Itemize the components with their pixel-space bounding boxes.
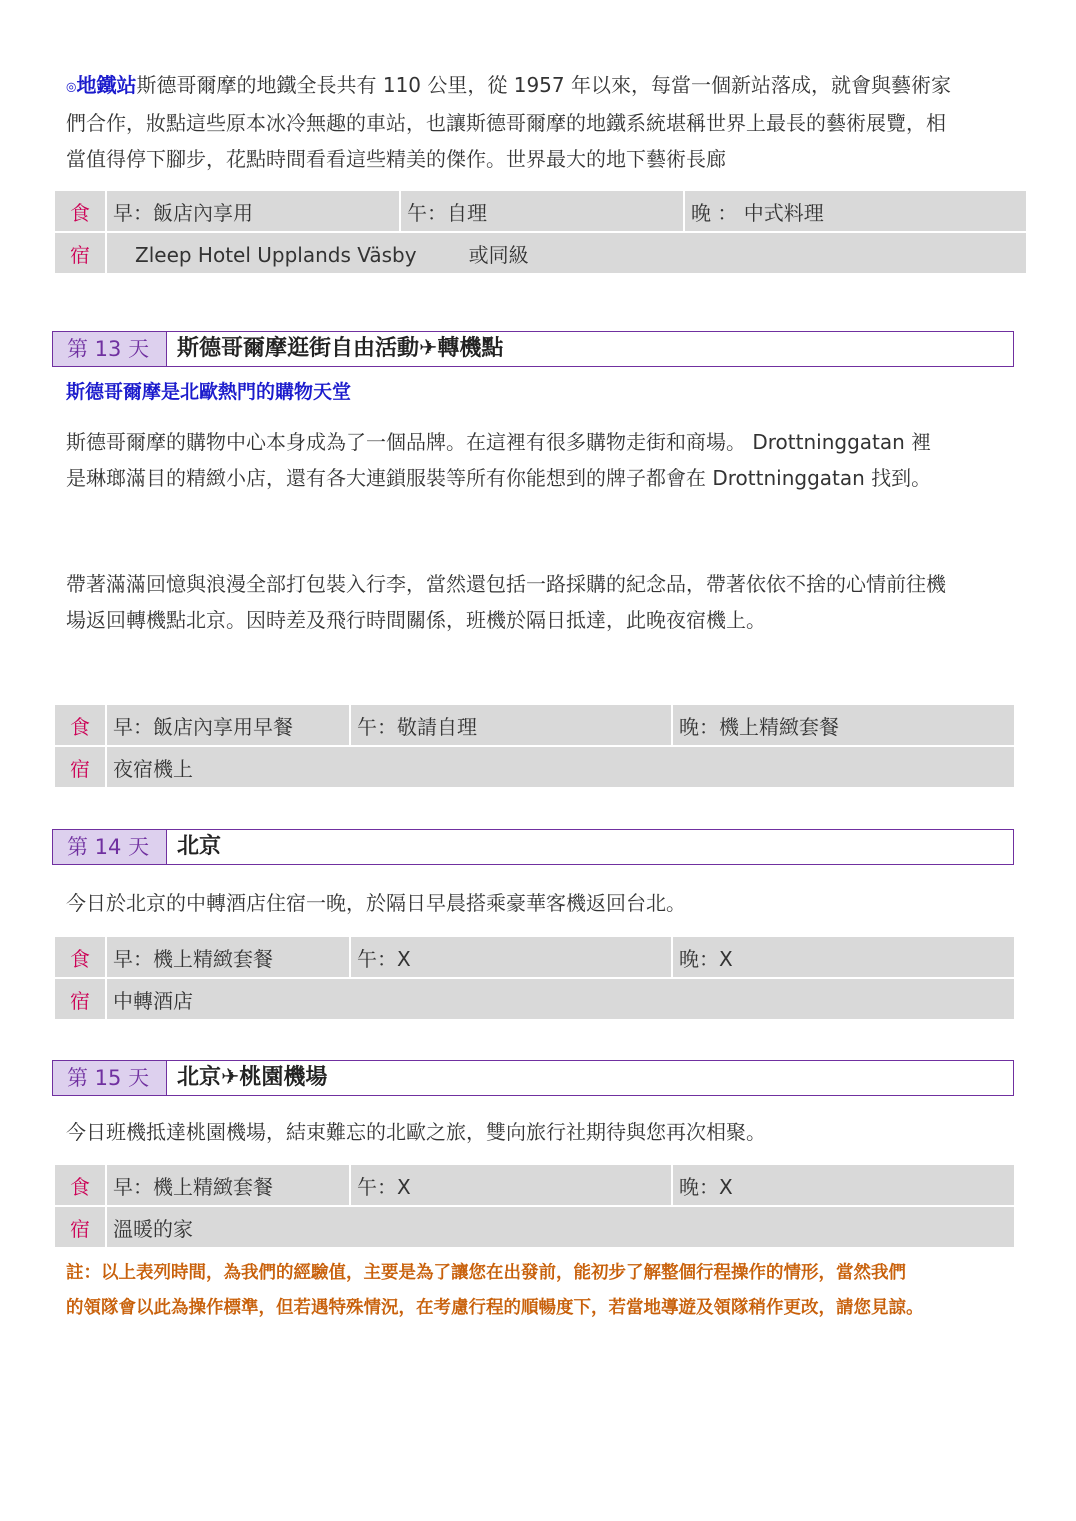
day13-header (52, 331, 1014, 367)
breakfast-cell: 早：飯店內享用早餐 (106, 704, 350, 746)
hotel-name: Zleep Hotel Upplands Väsby (135, 242, 417, 267)
dinner-cell: 晚：機上精緻套餐 (672, 704, 1015, 746)
day-title: 北京 (167, 830, 1013, 864)
metro-line-3: 當值得停下腳步，花點時間看看這些精美的傑作。世界最大的地下藝術長廊 (66, 146, 726, 171)
day13-p1-line-1: 斯德哥爾摩的購物中心本身成為了一個品牌。在這裡有很多購物走街和商場。 Drottninggatan 裡 (66, 430, 932, 454)
day-number: 第 13 天 (53, 332, 167, 366)
hotel-cell: 中轉酒店 (106, 978, 1015, 1020)
day13-paragraph-2 (66, 566, 1016, 638)
lodging-label: 宿 (54, 746, 106, 788)
day13-meal-table (53, 703, 1016, 789)
day13-p1-line-2: 是琳瑯滿目的精緻小店，還有各大連鎖服裝等所有你能想到的牌子都會在 Drottninggatan 找到。 (66, 466, 932, 490)
metro-line-1 (66, 67, 1016, 105)
footnote (66, 1256, 1021, 1326)
metro-title: 地鐵站 (76, 73, 137, 97)
day13-paragraph-1 (66, 424, 1016, 496)
day13-p2-line-2: 場返回轉機點北京。因時差及飛行時間關係，班機於隔日抵達，此晚夜宿機上。 (66, 608, 766, 632)
bullet-icon: ◎ (66, 79, 77, 94)
day15-description: 今日班機抵達桃園機場，結束難忘的北歐之旅，雙向旅行社期待與您再次相聚。 (66, 1120, 766, 1144)
lunch-cell: 午：X (350, 936, 672, 978)
day14-meal-table (53, 935, 1016, 1021)
food-label: 食 (54, 190, 106, 232)
day13-subheading: 斯德哥爾摩是北歐熱門的購物天堂 (66, 381, 352, 403)
hotel-cell (106, 232, 1027, 274)
lodging-label: 宿 (54, 1206, 106, 1248)
lodging-label: 宿 (54, 232, 106, 274)
breakfast-cell: 早：機上精緻套餐 (106, 936, 350, 978)
lunch-cell: 午：X (350, 1164, 672, 1206)
lunch-cell: 午：敬請自理 (350, 704, 672, 746)
metro-paragraph (66, 67, 1016, 177)
day13-p2-line-1: 帶著滿滿回憶與浪漫全部打包裝入行李，當然還包括一路採購的紀念品，帶著依依不捨的心情前往機 (66, 572, 946, 596)
lodging-label: 宿 (54, 978, 106, 1020)
footnote-line-2: 的領隊會以此為操作標準，但若遇特殊情況，在考慮行程的順暢度下，若當地導遊及領隊稍作更改，請您見諒。 (66, 1298, 924, 1318)
day-number: 第 15 天 (53, 1061, 167, 1095)
breakfast-cell: 早：飯店內享用 (106, 190, 400, 232)
day15-header (52, 1060, 1014, 1096)
day-title: 斯德哥爾摩逛街自由活動✈轉機點 (167, 332, 1013, 366)
day-number: 第 14 天 (53, 830, 167, 864)
lunch-cell: 午：自理 (400, 190, 684, 232)
food-label: 食 (54, 936, 106, 978)
dinner-cell: 晚：X (672, 1164, 1015, 1206)
dinner-cell: 晚：X (672, 936, 1015, 978)
day14-header (52, 829, 1014, 865)
day14-description: 今日於北京的中轉酒店住宿一晚，於隔日早晨搭乘豪華客機返回台北。 (66, 891, 686, 915)
breakfast-cell: 早：機上精緻套餐 (106, 1164, 350, 1206)
food-label: 食 (54, 704, 106, 746)
day12-meal-table (53, 189, 1028, 275)
metro-text-1: 斯德哥爾摩的地鐵全長共有 110 公里，從 1957 年以來，每當一個新站落成，就會與藝術家 (136, 73, 951, 97)
dinner-cell: 晚 ： 中式料理 (684, 190, 1027, 232)
hotel-cell: 溫暖的家 (106, 1206, 1015, 1248)
food-label: 食 (54, 1164, 106, 1206)
day15-meal-table (53, 1163, 1016, 1249)
hotel-suffix: 或同級 (468, 242, 529, 267)
day-title: 北京✈桃園機場 (167, 1061, 1013, 1095)
hotel-cell: 夜宿機上 (106, 746, 1015, 788)
footnote-line-1: 註：以上表列時間，為我們的經驗值，主要是為了讓您在出發前，能初步了解整個行程操作的情形，當然我們 (66, 1263, 906, 1283)
metro-line-2: 們合作，妝點這些原本冰冷無趣的車站，也讓斯德哥爾摩的地鐵系統堪稱世界上最長的藝術展覽，相 (66, 110, 946, 135)
